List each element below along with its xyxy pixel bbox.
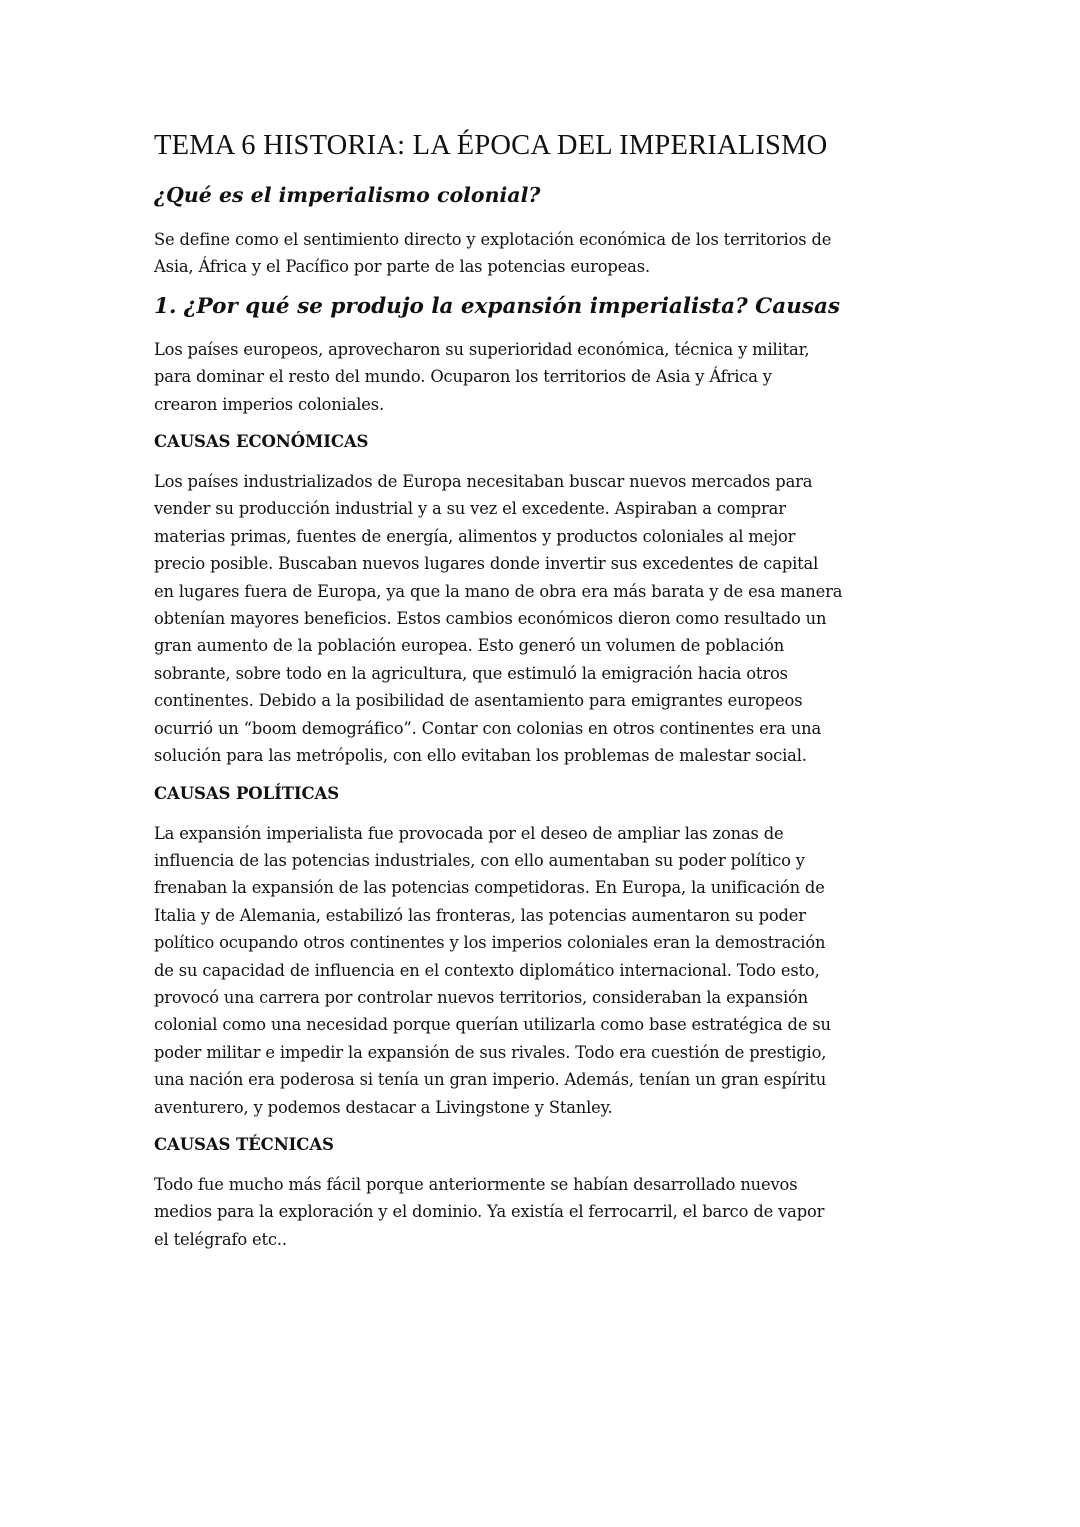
political-causes-paragraph — [154, 820, 944, 1121]
document-body — [154, 128, 944, 1253]
text-line: provocó una carrera por controlar nuevos territorios, consideraban la expansión — [154, 987, 808, 1007]
text-line: materias primas, fuentes de energía, alimentos y productos coloniales al mejor — [154, 526, 796, 546]
text-line: medios para la exploración y el dominio. Ya existía el ferrocarril, el barco de vapor — [154, 1202, 825, 1222]
text-line: vender su producción industrial y a su vez el excedente. Aspiraban a comprar — [154, 499, 786, 519]
text-line: crearon imperios coloniales. — [154, 394, 385, 414]
economic-causes-paragraph — [154, 468, 944, 769]
political-causes-label: CAUSAS POLÍTICAS — [154, 783, 340, 803]
text-line: precio posible. Buscaban nuevos lugares donde invertir sus excedentes de capital — [154, 554, 819, 574]
text-line: en lugares fuera de Europa, ya que la mano de obra era más barata y de esa manera — [154, 581, 843, 601]
text-line: Italia y de Alemania, estabilizó las fronteras, las potencias aumentaron su poder — [154, 905, 806, 925]
text-line: Se define como el sentimiento directo y explotación económica de los territorios de — [154, 230, 832, 249]
text-line: ocurrió un “boom demográfico”. Contar con colonias en otros continentes era una — [154, 718, 822, 738]
text-line: el telégrafo etc.. — [154, 1229, 287, 1249]
text-line: Los países europeos, aprovecharon su superioridad económica, técnica y militar, — [154, 339, 810, 359]
text-line: aventurero, y podemos destacar a Livingstone y Stanley. — [154, 1097, 613, 1117]
document-title: TEMA 6 HISTORIA: LA ÉPOCA DEL IMPERIALISMO — [154, 130, 828, 161]
text-line: una nación era poderosa si tenía un gran imperio. Además, tenían un gran espíritu — [154, 1070, 827, 1090]
causes-intro-paragraph — [154, 336, 944, 418]
text-line: colonial como una necesidad porque querían utilizarla como base estratégica de su — [154, 1015, 831, 1035]
technical-causes-label: CAUSAS TÉCNICAS — [154, 1134, 334, 1154]
text-line: La expansión imperialista fue provocada por el deseo de ampliar las zonas de — [154, 823, 784, 843]
text-line: solución para las metrópolis, con ello evitaban los problemas de malestar social. — [154, 746, 807, 766]
text-line: político ocupando otros continentes y los imperios coloniales eran la demostración — [154, 933, 826, 953]
text-line: Los países industrializados de Europa necesitaban buscar nuevos mercados para — [154, 472, 813, 492]
section-heading-causes: 1. ¿Por qué se produjo la expansión imperialista? Causas — [154, 293, 840, 319]
economic-causes-label: CAUSAS ECONÓMICAS — [154, 432, 369, 452]
text-line: obtenían mayores beneficios. Estos cambios económicos dieron como resultado un — [154, 609, 827, 629]
text-line: continentes. Debido a la posibilidad de asentamiento para emigrantes europeos — [154, 691, 803, 711]
text-line: influencia de las potencias industriales, con ello aumentaban su poder político y — [154, 850, 805, 870]
text-line: sobrante, sobre todo en la agricultura, que estimuló la emigración hacia otros — [154, 663, 788, 683]
text-line: para dominar el resto del mundo. Ocuparon los territorios de Asia y África y — [154, 367, 772, 387]
text-line: poder militar e impedir la expansión de sus rivales. Todo era cuestión de prestigio, — [154, 1042, 827, 1062]
definition-paragraph — [154, 226, 944, 281]
text-line: Todo fue mucho más fácil porque anteriormente se habían desarrollado nuevos — [154, 1174, 798, 1194]
text-line: gran aumento de la población europea. Esto generó un volumen de población — [154, 636, 785, 656]
text-line: Asia, África y el Pacífico por parte de las potencias europeas. — [154, 257, 650, 277]
question-heading: ¿Qué es el imperialismo colonial? — [154, 183, 541, 207]
technical-causes-paragraph — [154, 1171, 944, 1253]
text-line: frenaban la expansión de las potencias competidoras. En Europa, la unificación de — [154, 878, 825, 898]
text-line: de su capacidad de influencia en el contexto diplomático internacional. Todo esto, — [154, 960, 820, 980]
